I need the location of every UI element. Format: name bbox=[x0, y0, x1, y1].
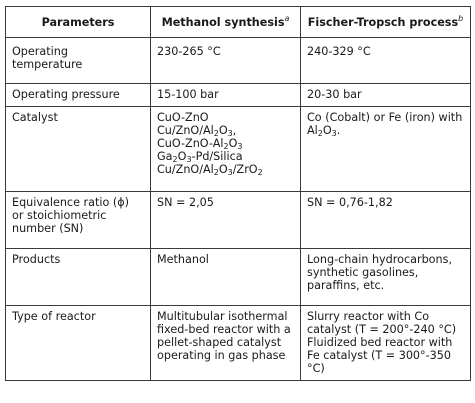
param-cell: Products bbox=[6, 249, 151, 306]
param-cell: Equivalence ratio (ϕ) or stoichiometric number (SN) bbox=[6, 192, 151, 249]
table-row-catalyst bbox=[6, 107, 471, 192]
footnote-marker-b: b bbox=[458, 13, 464, 23]
ft-cell: Long-chain hydrocarbons, synthetic gasolines, paraffins, etc. bbox=[301, 249, 471, 306]
table-row-temperature bbox=[6, 38, 471, 84]
methanol-cell bbox=[151, 107, 301, 192]
methanol-cell: SN = 2,05 bbox=[151, 192, 301, 249]
methanol-cell: 15-100 bar bbox=[151, 84, 301, 107]
footnote-marker-a: a bbox=[284, 13, 290, 23]
ft-cell: 240-329 °C bbox=[301, 38, 471, 84]
catalyst-formula: $Cu/ZnO/Al_2O_3/ZrO_2$ bbox=[157, 163, 263, 177]
param-cell: Operating pressure bbox=[6, 84, 151, 107]
table-row-equivalence bbox=[6, 192, 471, 249]
table-row-pressure bbox=[6, 84, 471, 107]
methanol-cell: Methanol bbox=[151, 249, 301, 306]
ft-cell: Co (Cobalt) or Fe (iron) with $Al_2O_3$. bbox=[301, 107, 471, 192]
catalyst-formula: CuO-$ZnO-Al_2O_3$ bbox=[157, 137, 243, 151]
ft-cell: Slurry reactor with Co catalyst (T = 200°-240 °C) Fluidized bed reactor with Fe catalyst (T = 300°-350 °C) bbox=[301, 306, 471, 381]
methanol-cell: 230-265 °C bbox=[151, 38, 301, 84]
header-fischer-tropsch: Fischer-Tropsch process$^b$ bbox=[301, 7, 471, 38]
ft-cell: SN = 0,76-1,82 bbox=[301, 192, 471, 249]
header-row bbox=[6, 7, 471, 38]
methanol-cell: Multitubular isothermal fixed-bed reactor with a pellet-shaped catalyst operating in gas phase bbox=[151, 306, 301, 381]
ft-cell: 20-30 bar bbox=[301, 84, 471, 107]
param-cell: Catalyst bbox=[6, 107, 151, 192]
catalyst-formula: $Al_2O_3$. bbox=[307, 124, 341, 138]
comparison-table bbox=[5, 6, 471, 381]
catalyst-formula: CuO-ZnO bbox=[157, 111, 209, 124]
catalyst-formula: $Ga_2O_3-Pd$/Silica bbox=[157, 150, 243, 164]
param-cell: Type of reactor bbox=[6, 306, 151, 381]
header-methanol: Methanol synthesis$^a$ bbox=[151, 7, 301, 38]
catalyst-formula: $Cu/ZnO/Al_2O_3$, bbox=[157, 124, 237, 138]
header-parameters: Parameters bbox=[6, 7, 151, 38]
table-row-reactor bbox=[6, 306, 471, 381]
param-cell: Operating temperature bbox=[6, 38, 151, 84]
table-row-products bbox=[6, 249, 471, 306]
